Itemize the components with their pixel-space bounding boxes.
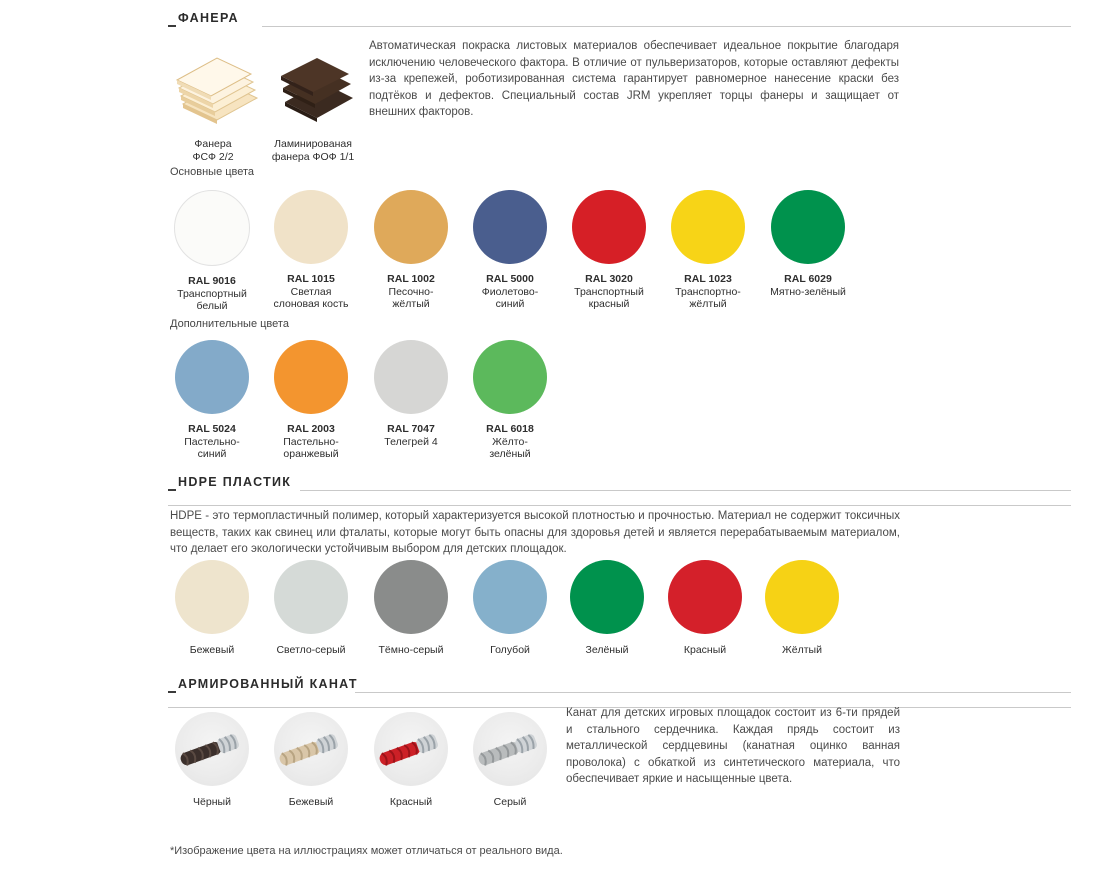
code-text: RAL 3020 (585, 273, 633, 285)
rope-label: Красный (389, 796, 433, 808)
swatch-line1: Телегрей 4 (384, 435, 438, 448)
swatch-line1: Транспортный (574, 285, 644, 298)
plywood-description: Автоматическая покраска листовых материалов обеспечивает идеальное покрытие благодаря исключению человеческого фактора. В отличие от пульверизаторов, которые оставляют дефекты из-за крепежей, роботизированная система гарантирует равномерное нанесение краски без подтёков и дефектов. Специальный состав JRM укрепляет торцы фанеры и защищает от внешних факторов. (369, 40, 899, 118)
swatch-line1: Фиолетово- (481, 285, 539, 298)
swatch-ral-6029[interactable] (738, 190, 878, 298)
section-title-hdpe: HDPE ПЛАСТИК (178, 475, 292, 489)
plywood-thumb-fof (238, 52, 388, 163)
hdpe-description: HDPE - это термопластичный полимер, который характеризуется высокой плотностью и прочностью. Материал не содержит токсичных веществ, таких как свинец или фталаты, которые могут быть опасны для здоровья детей и является перерабатываемым материалом, что делает его экологически устойчивым выбором для детских площадок. (170, 510, 900, 555)
swatch-circle[interactable] (473, 190, 547, 264)
swatch-circle[interactable] (572, 190, 646, 264)
swatch-circle[interactable] (374, 190, 448, 264)
swatch-line1: Пастельно- (184, 435, 240, 448)
rope-label: Серый (493, 796, 527, 808)
rope-description: Канат для детских игровых площадок состоит из 6-ти прядей и стального сердечника. Каждая прядь состоит из металлической сердцевины (канатная оцинко ванная проволока) с обкаткой из синтетического материала, что обеспечивает яркие и насыщенные цвета. (566, 707, 900, 785)
code-text: RAL 1002 (387, 273, 435, 285)
main-colors-label: Основные цвета (170, 166, 255, 178)
rope-disc[interactable] (274, 712, 348, 786)
rope-label: Бежевый (288, 796, 334, 808)
swatch-line1: Песочно- (388, 285, 434, 298)
swatch-circle[interactable] (668, 560, 742, 634)
section-rule-right-plywood (262, 26, 1071, 27)
section-title-rope: АРМИРОВАННЫЙ КАНАТ (178, 677, 358, 691)
rope-disc[interactable] (374, 712, 448, 786)
swatch-line1: Транспортный (177, 287, 247, 300)
swatch-circle[interactable] (473, 560, 547, 634)
swatch-label: Светло-серый (276, 644, 346, 656)
swatch-label: Тёмно-серый (378, 644, 444, 656)
section-rule-right-rope (355, 692, 1071, 693)
swatch-line2: красный (588, 298, 630, 310)
rope-disc[interactable] (473, 712, 547, 786)
swatch-ral-6018[interactable] (440, 340, 580, 461)
swatch-line1: Транспортно- (675, 285, 741, 298)
swatch-line2: слоновая кость (273, 298, 349, 310)
code-text: RAL 1015 (287, 273, 335, 285)
swatch-line2: белый (196, 300, 228, 312)
plywood-thumb-fof-caption (238, 138, 388, 163)
section-rule-left-plywood (168, 25, 176, 27)
hdpe-swatch-yellow[interactable] (732, 560, 872, 657)
swatch-label: Жёлтый (782, 644, 822, 656)
swatch-line1: Пастельно- (283, 435, 339, 448)
swatch-line2: жёлтый (689, 298, 727, 310)
caption-line2: фанера ФОФ 1/1 (271, 150, 355, 163)
extra-colors-label: Дополнительные цвета (170, 318, 289, 330)
swatch-circle[interactable] (274, 190, 348, 264)
swatch-circle[interactable] (765, 560, 839, 634)
swatch-label: Бежевый (189, 644, 235, 656)
swatch-code (738, 273, 878, 286)
hdpe-divider (168, 505, 1071, 506)
code-text: RAL 1023 (684, 273, 732, 285)
swatch-circle[interactable] (175, 340, 249, 414)
swatch-line1: Жёлто- (492, 435, 528, 448)
code-text: RAL 5000 (486, 273, 534, 285)
rope-icon (274, 712, 348, 786)
rope-icon (374, 712, 448, 786)
swatch-circle[interactable] (473, 340, 547, 414)
swatch-label: Красный (683, 644, 727, 656)
rope-icon (473, 712, 547, 786)
swatch-circle[interactable] (174, 190, 250, 266)
swatch-circle[interactable] (671, 190, 745, 264)
section-rule-right-hdpe (300, 490, 1071, 491)
footnote: *Изображение цвета на иллюстрациях может отличаться от реального вида. (170, 845, 563, 857)
swatch-line2: синий (495, 298, 525, 310)
swatch-circle[interactable] (374, 340, 448, 414)
section-rule-left-hdpe (168, 489, 176, 491)
code-text: RAL 2003 (287, 423, 335, 435)
swatch-circle[interactable] (274, 340, 348, 414)
swatch-code (440, 423, 580, 436)
swatch-circle[interactable] (570, 560, 644, 634)
swatch-line2: оранжевый (283, 448, 339, 460)
section-title-plywood: ФАНЕРА (178, 11, 239, 25)
rope-disc[interactable] (175, 712, 249, 786)
caption-line2: ФСФ 2/2 (192, 150, 234, 163)
swatch-line2: зелёный (489, 448, 531, 460)
caption-line1: Ламинированая (274, 138, 352, 150)
swatch-line2: синий (197, 448, 227, 460)
swatch-circle[interactable] (274, 560, 348, 634)
code-text: RAL 9016 (188, 275, 236, 287)
rope-item-gray[interactable] (440, 712, 580, 808)
swatch-label: Зелёный (585, 644, 629, 656)
code-text: RAL 5024 (188, 423, 236, 435)
laminated-plywood-icon (265, 52, 361, 130)
caption-line1: Фанера (194, 138, 232, 150)
swatch-circle[interactable] (771, 190, 845, 264)
swatch-line1: Светлая (290, 285, 332, 298)
swatch-circle[interactable] (374, 560, 448, 634)
plywood-fof-image (265, 52, 361, 130)
swatch-line1: Мятно-зелёный (770, 285, 846, 298)
code-text: RAL 7047 (387, 423, 435, 435)
code-text: RAL 6029 (784, 273, 832, 285)
swatch-line2: жёлтый (392, 298, 430, 310)
section-rule-left-rope (168, 691, 176, 693)
rope-label: Чёрный (193, 796, 231, 808)
code-text: RAL 6018 (486, 423, 534, 435)
swatch-circle[interactable] (175, 560, 249, 634)
swatch-label: Голубой (490, 644, 530, 656)
rope-icon (175, 712, 249, 786)
